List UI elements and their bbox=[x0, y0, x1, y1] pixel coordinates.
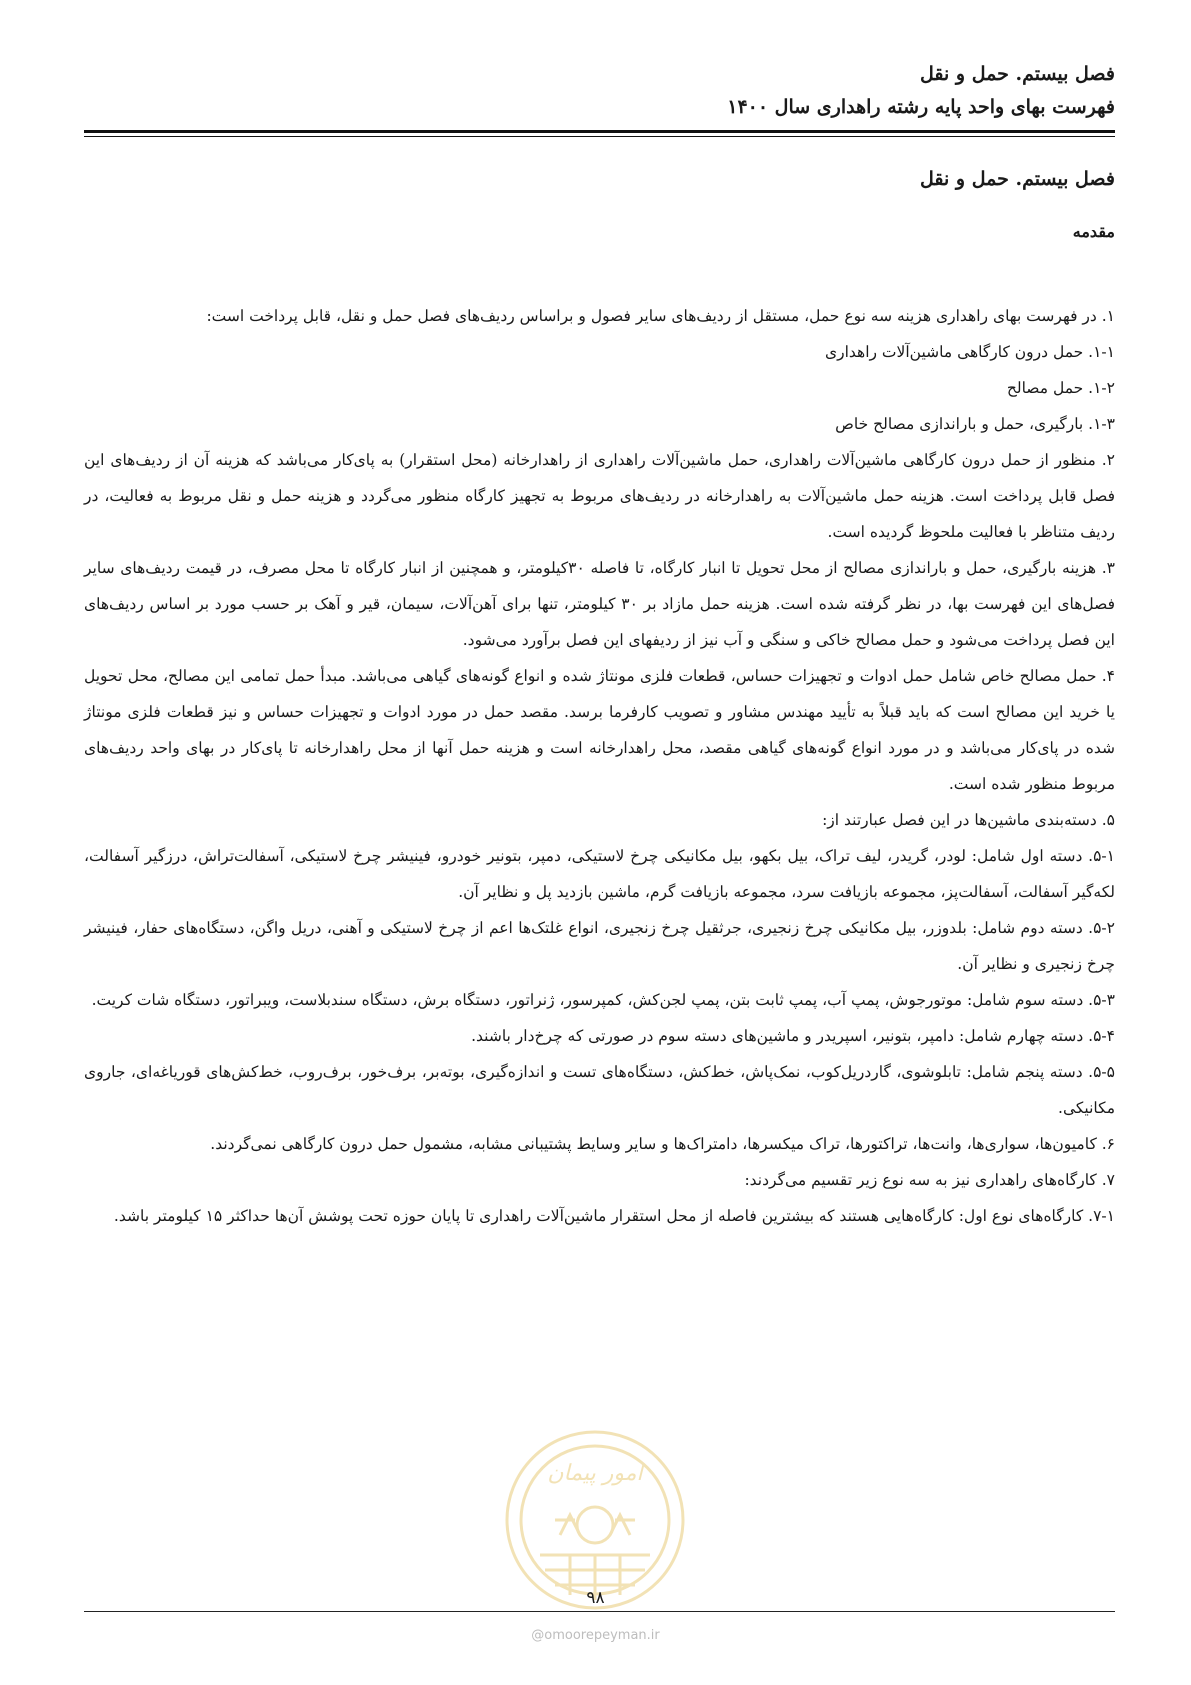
header-catalog-title: فهرست بهای واحد پایه رشته راهداری سال ۱۴۰۰ bbox=[727, 96, 1115, 118]
paragraph-1-3: ۱-۳. بارگیری، حمل و باراندازی مصالح خاص bbox=[835, 415, 1115, 433]
paragraph-6: ۶. کامیون‌ها، سواری‌ها، وانت‌ها، تراکتورها، تراک میکسرها، دامتراک‌ها و سایر وسایط پشتیبانی مشابه، مشمول حمل درون کارگاهی نمی‌گردند. bbox=[210, 1135, 1115, 1153]
running-header bbox=[84, 58, 1115, 124]
header-rule-thick bbox=[84, 130, 1115, 133]
body-text bbox=[84, 298, 1115, 1234]
paragraph-1: ۱. در فهرست بهای راهداری هزینه سه نوع حمل، مستقل از ردیف‌های سایر فصول و براساس ردیف‌های فصل حمل و نقل، قابل پرداخت است: bbox=[206, 307, 1115, 325]
page-number: ۹۸ bbox=[586, 1588, 605, 1608]
paragraph-7: ۷. کارگاه‌های راهداری نیز به سه نوع زیر تقسیم می‌گردند: bbox=[744, 1171, 1115, 1189]
paragraph-5-3: ۵-۳. دسته سوم شامل: موتورجوش، پمپ آب، پمپ ثابت بتن، پمپ لجن‌کش، کمپرسور، ژنراتور، دستگاه برش، دستگاه سندبلاست، ویبراتور، دستگاه شات کریت. bbox=[91, 991, 1115, 1009]
paragraph-5-1: ۵-۱. دسته اول شامل: لودر، گریدر، لیف تراک، بیل بکهو، بیل مکانیکی چرخ لاستیکی، دمپر، بتونیر خودرو، فینیشر چرخ لاستیکی، آسفالت‌تراش، درزگیر آسفالت، لکه‌گیر آسفالت، آسفالت‌پز، مجموعه بازیافت سرد، مجموعه بازیافت گرم، ماشین بازدید پل و نظایر آن. bbox=[84, 847, 1115, 901]
paragraph-5-2: ۵-۲. دسته دوم شامل: بلدوزر، بیل مکانیکی چرخ زنجیری، جرثقیل چرخ زنجیری، انواع غلتک‌ها اعم از چرخ لاستیکی و آهنی، دریل واگن، دستگاه‌های حفار، فینیشر چرخ زنجیری و نظایر آن. bbox=[84, 919, 1115, 973]
paragraph-7-1: ۷-۱. کارگاه‌های نوع اول: کارگاه‌هایی هستند که بیشترین فاصله از محل استقرار ماشین‌آلات راهداری تا پایان حوزه تحت پوشش آن‌ها حداکثر ۱۵ کیلومتر باشد. bbox=[113, 1207, 1115, 1225]
header-chapter: فصل بیستم. حمل و نقل bbox=[920, 63, 1115, 85]
paragraph-5: ۵. دسته‌بندی ماشین‌ها در این فصل عبارتند از: bbox=[822, 811, 1115, 829]
paragraph-5-4: ۵-۴. دسته چهارم شامل: دامپر، بتونیر، اسپریدر و ماشین‌های دسته سوم در صورتی که چرخ‌دار باشند. bbox=[471, 1027, 1115, 1045]
paragraph-4: ۴. حمل مصالح خاص شامل حمل ادوات و تجهیزات حساس، قطعات فلزی مونتاژ شده و انواع گونه‌های گیاهی می‌باشد. مبدأ حمل تمامی این مصالح، محل تحویل یا خرید این مصالح است که باید قبلاً به تأیید مهندس مشاور و تصویب کارفرما برسد. مقصد حمل در مورد ادوات و تجهیزات حساس و نیز قطعات فلزی مونتاژ شده در پای‌کار می‌باشد و در مورد انواع گونه‌های گیاهی مقصد، محل راهدارخانه است و هزینه حمل آنها از محل راهدارخانه تا پای‌کار در بهای واحد ردیف‌های مربوط منظور شده است. bbox=[84, 667, 1115, 793]
footer-rule bbox=[84, 1611, 1115, 1612]
paragraph-1-1: ۱-۱. حمل درون کارگاهی ماشین‌آلات راهداری bbox=[824, 343, 1115, 361]
paragraph-3: ۳. هزینه بارگیری، حمل و باراندازی مصالح از محل تحویل تا انبار کارگاه، تا فاصله ۳۰کیلومتر، و همچنین از انبار کارگاه تا محل مصرف، در قیمت ردیف‌های سایر فصل‌های این فهرست بها، در نظر گرفته شده است. هزینه حمل مازاد بر ۳۰ کیلومتر، تنها برای آهن‌آلات، سیمان، قیر و آهک بر حسب مورد بر اساس ردیف‌های این فصل پرداخت می‌شود و حمل مصالح خاکی و سنگی و آب نیز از ردیفهای این فصل برآورد می‌شود. bbox=[84, 559, 1115, 649]
chapter-title: فصل بیستم. حمل و نقل bbox=[920, 168, 1115, 190]
paragraph-2: ۲. منظور از حمل درون کارگاهی ماشین‌آلات راهداری، حمل ماشین‌آلات راهداری از راهدارخانه (محل استقرار) به پای‌کار می‌باشد که هزینه آن از ردیف‌های این فصل قابل پرداخت است. هزینه حمل ماشین‌آلات به راهدارخانه در ردیف‌های مربوط به تجهیز کارگاه منظور می‌گردد و هزینه حمل و نقل مربوط به فعالیت، در ردیف متناظر با فعالیت ملحوظ گردیده است. bbox=[84, 451, 1115, 541]
paragraph-1-2: ۱-۲. حمل مصالح bbox=[1006, 379, 1115, 397]
watermark-url: @omoorepeyman.ir bbox=[531, 1628, 660, 1643]
watermark-seal-text: امور پیمان bbox=[547, 1461, 643, 1486]
header-rule-thin bbox=[84, 136, 1115, 137]
paragraph-5-5: ۵-۵. دسته پنجم شامل: تابلوشوی، گاردریل‌کوب، نمک‌پاش، خط‌کش، دستگاه‌های تست و اندازه‌گیری، بوته‌بر، برف‌خور، برف‌روب، خط‌کش‌های قوریاغه‌ای، جاروی مکانیکی. bbox=[84, 1063, 1115, 1117]
section-title: مقدمه bbox=[1072, 222, 1115, 241]
